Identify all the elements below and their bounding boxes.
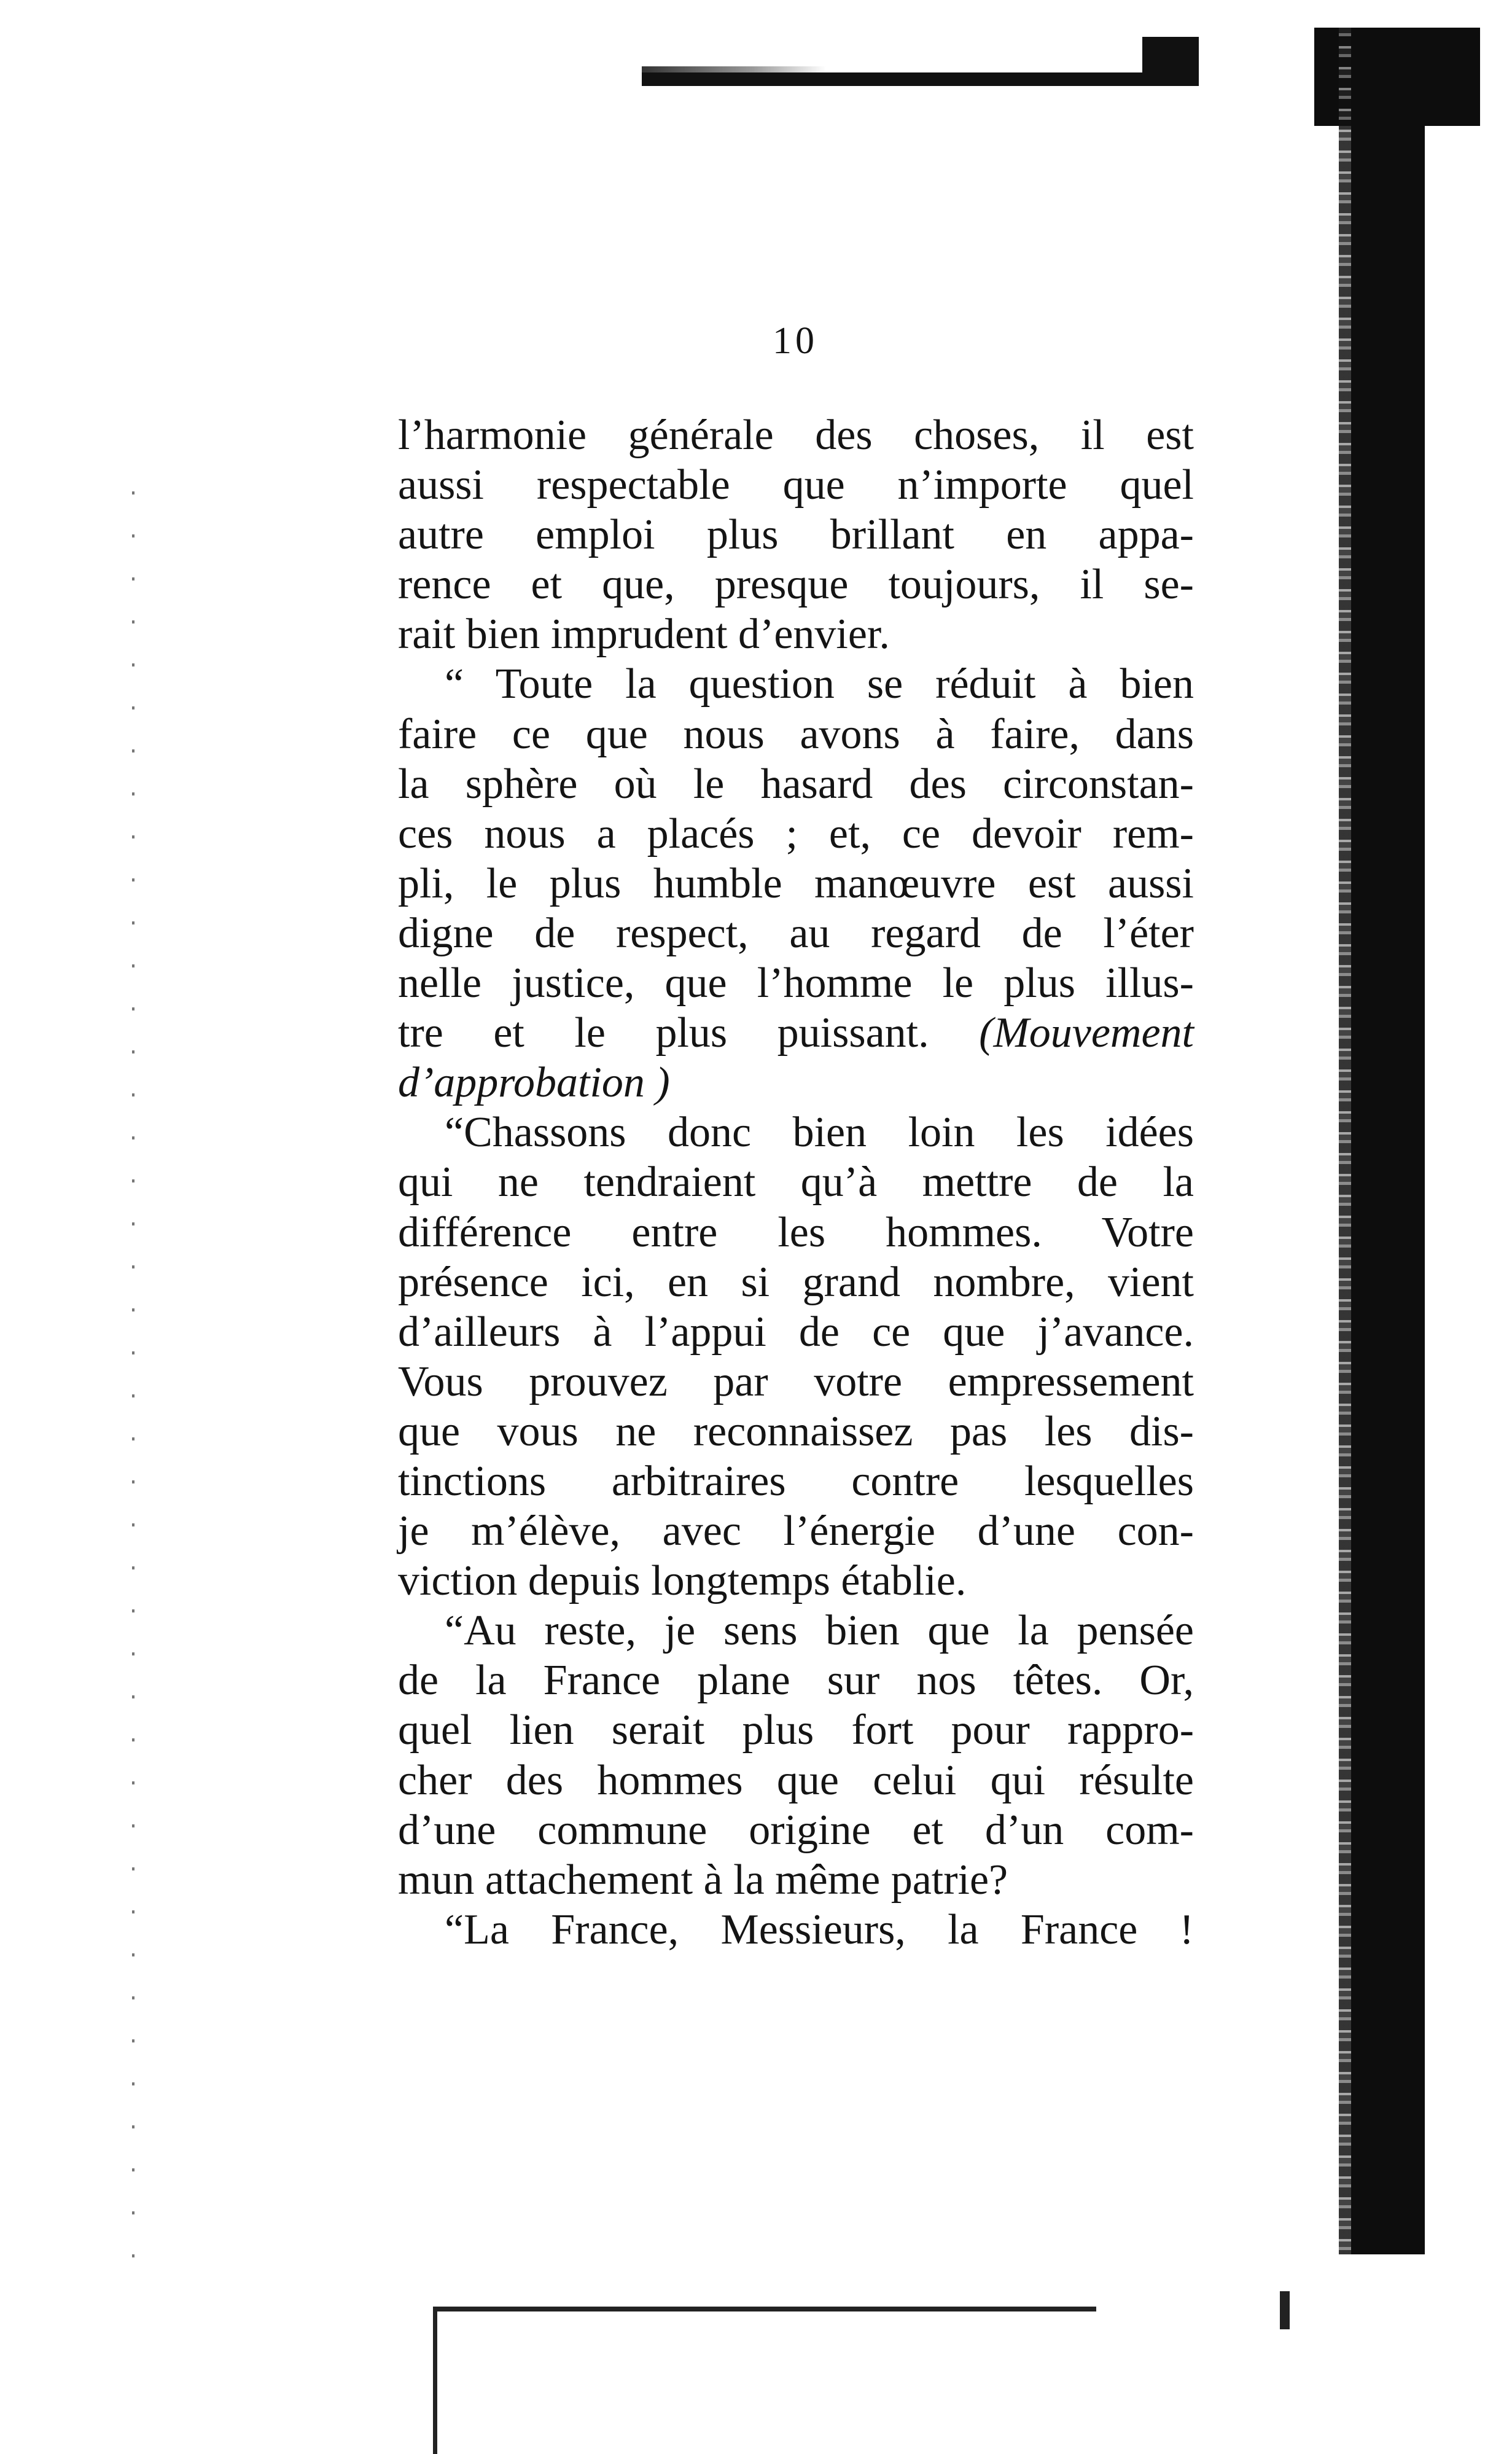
text-line <box>398 958 1194 1008</box>
text-line <box>398 1506 1194 1556</box>
text-line-content: autre emploi plus brillant en appa- <box>398 511 1194 559</box>
text-line-italic: d’approbation ) <box>398 1059 670 1107</box>
text-line-content: “Chassons donc bien loin les idées <box>445 1109 1194 1157</box>
text-line-content: d’ailleurs à l’appui de ce que j’avance. <box>398 1308 1194 1356</box>
text-line <box>398 1208 1194 1257</box>
text-line <box>398 1357 1194 1407</box>
text-line-content: tinctions arbitraires contre lesquelles <box>398 1457 1194 1505</box>
text-line <box>398 1456 1194 1506</box>
text-line-content: l’harmonie générale des choses, il est <box>398 412 1194 459</box>
text-line-content: cher des hommes que celui qui résulte <box>398 1756 1194 1804</box>
page-number: 10 <box>773 320 818 362</box>
text-line <box>398 1257 1194 1307</box>
scan-artifact-right-bar <box>1351 28 1425 2254</box>
text-line <box>398 1307 1194 1357</box>
text-line <box>398 809 1194 859</box>
text-line <box>398 1705 1194 1755</box>
text-line-content: mun attachement à la même patrie? <box>398 1856 1008 1904</box>
text-line <box>398 460 1194 510</box>
text-line <box>398 1008 1194 1058</box>
text-line <box>398 1805 1194 1855</box>
text-line <box>398 1058 1194 1108</box>
scan-artifact-left-dots <box>132 491 134 2273</box>
text-line-content: Vous prouvez par votre empressement <box>398 1358 1194 1405</box>
text-line <box>398 1855 1194 1905</box>
text-line <box>398 1157 1194 1207</box>
text-line <box>398 609 1194 659</box>
scan-artifact-top-rule <box>642 72 1198 86</box>
text-line-content: digne de respect, au regard de l’éter <box>398 909 1194 957</box>
text-line-content: la sphère où le hasard des circonstan- <box>398 760 1194 808</box>
text-line-content: pli, le plus humble manœuvre est aussi <box>398 859 1194 907</box>
text-line <box>398 1606 1194 1655</box>
scan-artifact-bottom-frame-left <box>433 2307 437 2454</box>
text-line <box>398 1655 1194 1705</box>
text-line-italic: (Mouvement <box>979 1009 1194 1057</box>
text-line <box>398 410 1194 460</box>
text-line-content: tre et le plus puissant. <box>398 1009 929 1057</box>
text-line-content: “Au reste, je sens bien que la pensée <box>445 1607 1194 1655</box>
text-line <box>398 1108 1194 1157</box>
text-line-content: qui ne tendraient qu’à mettre de la <box>398 1159 1194 1206</box>
text-line-content: présence ici, en si grand nombre, vient <box>398 1258 1194 1306</box>
text-line-content: nelle justice, que l’homme le plus illus- <box>398 959 1194 1007</box>
text-line <box>398 709 1194 759</box>
text-line <box>398 759 1194 809</box>
text-line <box>398 1556 1194 1606</box>
text-line-content: quel lien serait plus fort pour rappro- <box>398 1706 1194 1754</box>
text-line <box>398 859 1194 909</box>
text-line-content: viction depuis longtemps établie. <box>398 1557 967 1605</box>
body-text <box>398 410 1194 1955</box>
text-line-content: aussi respectable que n’importe quel <box>398 461 1194 509</box>
scan-artifact-right-mark <box>1280 2291 1290 2329</box>
text-line-content: faire ce que nous avons à faire, dans <box>398 710 1194 758</box>
scan-artifact-top-block <box>1142 37 1199 86</box>
text-line <box>398 1905 1194 1955</box>
text-line-content: d’une commune origine et d’un com- <box>398 1806 1194 1854</box>
text-line <box>398 560 1194 609</box>
text-line-content: de la France plane sur nos têtes. Or, <box>398 1657 1194 1705</box>
text-line-content: rait bien imprudent d’envier. <box>398 611 890 658</box>
text-line-content: “ Toute la question se réduit à bien <box>445 660 1194 708</box>
text-line-content: que vous ne reconnaissez pas les dis- <box>398 1407 1194 1455</box>
scan-artifact-bottom-frame <box>433 2307 1096 2311</box>
text-line <box>398 909 1194 958</box>
text-line <box>398 1756 1194 1805</box>
text-line-content: rence et que, presque toujours, il se- <box>398 561 1194 609</box>
text-line-content: ces nous a placés ; et, ce devoir rem- <box>398 810 1194 858</box>
text-line-content: “La France, Messieurs, la France ! <box>445 1905 1194 1953</box>
text-line-content: différence entre les hommes. Votre <box>398 1208 1194 1256</box>
text-line <box>398 510 1194 560</box>
text-line <box>398 659 1194 709</box>
text-line-content: je m’élève, avec l’énergie d’une con- <box>398 1507 1194 1555</box>
text-line <box>398 1407 1194 1456</box>
